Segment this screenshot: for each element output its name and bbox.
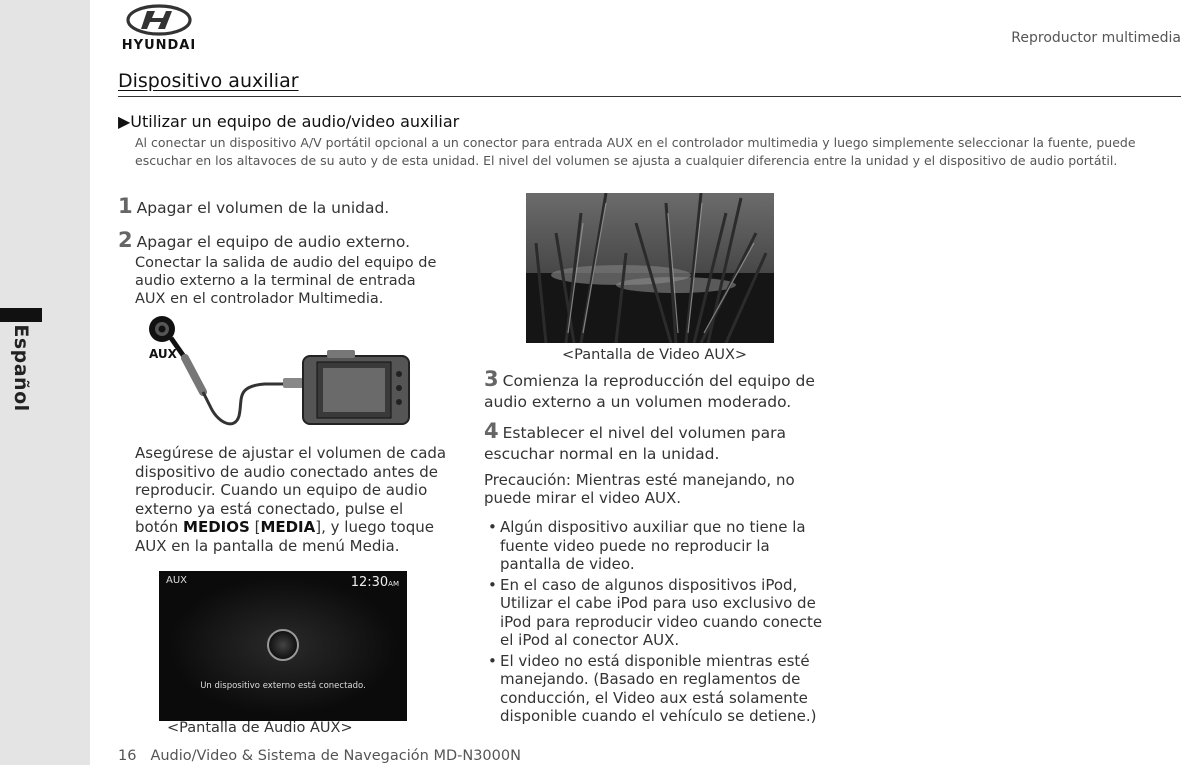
aux-audio-screen [159,571,407,721]
audio-screen-caption: <Pantalla de Audio AUX> [167,720,353,736]
aux-jack-icon [267,629,299,661]
note-text: [ [249,518,261,536]
note-paragraph [135,444,450,555]
screen-source-label: AUX [166,575,188,586]
step-3 [484,369,824,413]
step-2 [118,230,410,253]
step-text: Comienza la reproducción del equipo de audio externo a un volumen moderado. [484,372,815,411]
hyundai-logo [117,4,201,53]
aux-label: AUX [149,347,177,361]
language-tab-marker [0,308,42,322]
language-label: Español [10,324,32,412]
list-item: • El video no está disponible mientras esté manejando. (Basado en reglamentos de conducción, el Video aux está solamente disponible cuando el vehículo se detiene.) [488,652,828,726]
step-number: 1 [118,194,133,218]
caution-list [488,518,828,728]
list-item: • Algún dispositivo auxiliar que no tiene la fuente video puede no reproducir la pantalla de video. [488,518,828,574]
medios-button-label: MEDIOS [183,518,250,536]
footer-text: Audio/Video & Sistema de Navegación MD-N3000N [150,748,521,764]
clock-time: 12:30 [350,575,389,590]
step-text: Apagar el equipo de audio externo. [136,233,411,251]
step-1 [118,196,389,219]
page-number: 16 [118,748,137,764]
page-footer [118,748,521,764]
aux-video-screen [526,193,774,343]
subheading: ▶Utilizar un equipo de audio/video auxiliar [118,112,460,131]
section-title: Reproductor multimedia [1011,30,1181,46]
step-number: 3 [484,367,499,391]
step-text: Apagar el volumen de la unidad. [136,199,390,217]
screen-message: Un dispositivo externo está conectado. [200,681,366,691]
step-text: Establecer el nivel del volumen para escuchar normal en la unidad. [484,424,786,463]
caution-text: Precaución: Mientras esté manejando, no puede mirar el video AUX. [484,471,795,507]
hyundai-emblem-icon [125,4,193,36]
step-number: 4 [484,419,499,443]
aux-connection-diagram [145,312,415,444]
brand-name: HYUNDAI [121,38,197,53]
screen-clock [351,575,399,590]
video-screen-caption: <Pantalla de Video AUX> [562,347,748,363]
page-title: Dispositivo auxiliar [118,70,299,92]
title-divider [118,96,1181,97]
note-text: ], y luego toque AUX en la pantalla de menú Media. [135,518,434,555]
intro-paragraph: Al conectar un dispositivo A/V portátil opcional a un conector para entrada AUX en el controlador multimedia y luego simplemente seleccionar la fuente, puede escuchar en los altavoces de su auto y de esta unidad. El nivel del volumen se ajusta a cualquier diferencia entre la unidad y el dispositivo de audio portátil. [135,135,1136,168]
step-2-detail: Conectar la salida de audio del equipo de audio externo a la terminal de entrada AUX en el controlador Multimedia. [135,255,437,307]
clock-ampm: AM [388,580,399,588]
step-number: 2 [118,228,133,252]
list-item: • En el caso de algunos dispositivos iPod, Utilizar el cabe iPod para uso exclusivo de iPod para reproducir video cuando conecte el iPod al conector AUX. [488,576,828,650]
step-4 [484,421,804,465]
note-text: Asegúrese de ajustar el volumen de cada dispositivo de audio conectado antes de reproducir. Cuando un equipo de audio externo ya está conectado, pulse el botón [135,444,447,536]
media-button-label: MEDIA [260,518,316,536]
